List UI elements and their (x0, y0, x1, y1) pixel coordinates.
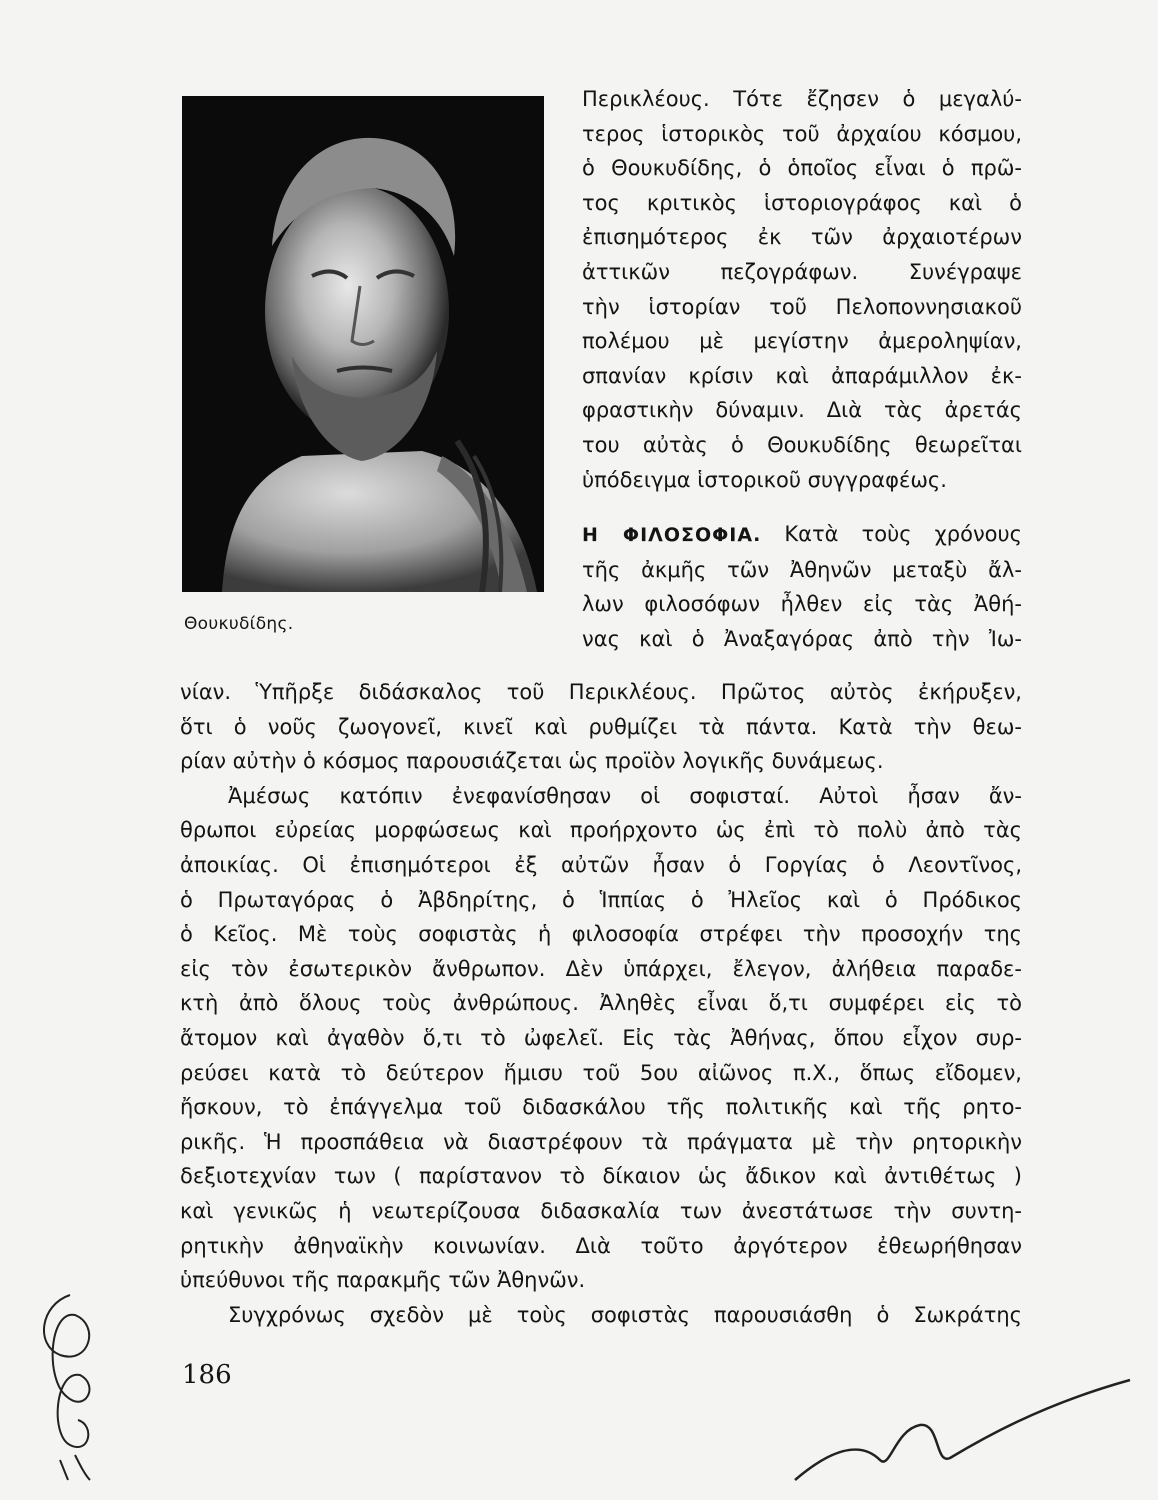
paragraph-thucydides-end (582, 463, 1022, 498)
text-line: ὅτι ὁ νοῦς ζωογονεῖ, κινεῖ καὶ ρυθμίζει τὰ πάντα. Κατὰ τὴν θεω- (180, 714, 1022, 739)
text-line: Ἀμέσως κατόπιν ἐνεφανίσθησαν οἱ σοφισταί. Αὐτοὶ ἦσαν ἄν- (228, 783, 1022, 808)
text-line: ὁ Κεῖος. Μὲ τοὺς σοφιστὰς ἡ φιλοσοφία στρέφει τὴν προσοχήν της (180, 922, 1022, 947)
pen-scribble-bottom-right (790, 1370, 1150, 1490)
text-line: νας καὶ ὁ Ἀναξαγόρας ἀπὸ τὴν Ἰω- (582, 626, 1022, 651)
text-line: ρίαν αὐτὴν ὁ κόσμος παρουσιάζεται ὡς προϊὸν λογικῆς δυνάμεως. (180, 749, 884, 774)
text-line: τὴν ἱστορίαν τοῦ Πελοποννησιακοῦ (582, 294, 1022, 319)
text-line: τῆς ἀκμῆς τῶν Ἀθηνῶν μεταξὺ ἄλ- (582, 557, 1022, 582)
text-line: πολέμου μὲ μεγίστην ἀμεροληψίαν, (582, 329, 1022, 354)
text-line: καὶ γενικῶς ἡ νεωτερίζουσα διδασκαλία των ἀνεστάτωσε τὴν συντη- (180, 1198, 1022, 1223)
text-line: ἄτομον καὶ ἀγαθὸν ὅ,τι τὸ ὠφελεῖ. Εἰς τὰς Ἀθήνας, ὅπου εἶχον συρ- (180, 1025, 1022, 1050)
section-heading: Η ΦΙΛΟΣΟΦΙΑ. (582, 524, 762, 547)
text-line: δεξιοτεχνίαν των ( παρίστανον τὸ δίκαιον ὡς ἄδικον καὶ ἀντιθέτως ) (180, 1164, 1022, 1189)
text-line: ἀττικῶν πεζογράφων. Συνέγραψε (582, 259, 1022, 284)
text-line: λων φιλοσόφων ἦλθεν εἰς τὰς Ἀθή- (582, 592, 1022, 617)
text-line: ὁ Πρωταγόρας ὁ Ἀβδηρίτης, ὁ Ἱππίας ὁ Ἠλεῖος καὶ ὁ Πρόδικος (180, 887, 1022, 912)
text-line: ἐπισημότερος ἐκ τῶν ἀρχαιοτέρων (582, 225, 1022, 250)
text-line: σπανίαν κρίσιν καὶ ἀπαράμιλλον ἐκ- (582, 363, 1022, 388)
portrait-caption: Θουκυδίδης. (184, 614, 294, 634)
text-line: Περικλέους. Τότε ἔζησεν ὁ μεγαλύ- (582, 87, 1022, 111)
text-line: θρωποι εὐρείας μορφώσεως καὶ προήρχοντο ὡς ἐπὶ τὸ πολὺ ἀπὸ τὰς (180, 818, 1022, 843)
pen-scribble-left (30, 1285, 120, 1485)
text-line: τερος ἱστορικὸς τοῦ ἀρχαίου κόσμου, (582, 121, 1022, 146)
text-line: Συγχρόνως σχεδὸν μὲ τοὺς σοφιστὰς παρουσιάσθη ὁ Σωκράτης (228, 1302, 1022, 1327)
text-line: ἤσκουν, τὸ ἐπάγγελμα τοῦ διδασκάλου τῆς πολιτικῆς καὶ τῆς ρητο- (180, 1095, 1022, 1120)
bust-illustration (182, 96, 544, 592)
text-line: ρεύσει κατὰ τὸ δεύτερον ἥμισυ τοῦ 5ου αἰῶνος π.Χ., ὅπως εἴδομεν, (180, 1060, 1022, 1085)
text-line: ὑπόδειγμα ἱστορικοῦ συγγραφέως. (582, 467, 947, 492)
paragraph-thucydides (582, 82, 1022, 463)
text-line: ὑπεύθυνοι τῆς παρακμῆς τῶν Ἀθηνῶν. (180, 1268, 586, 1293)
right-column-text (582, 82, 1022, 657)
text-line: κτὴ ἀπὸ ὅλους τοὺς ἀνθρώπους. Ἀληθὲς εἶναι ὅ,τι συμφέρει εἰς τὸ (180, 991, 1022, 1016)
text-line: ρητικὴν ἀθηναϊκὴν κοινωνίαν. Διὰ τοῦτο ἀργότερον ἐθεωρήθησαν (180, 1233, 1022, 1258)
thucydides-bust-photo (182, 96, 544, 592)
section-philosophy-start (582, 517, 1022, 656)
page-number: 186 (182, 1360, 232, 1390)
text-line: ρικῆς. Ἡ προσπάθεια νὰ διαστρέφουν τὰ πράγματα μὲ τὴν ρητορικὴν (180, 1129, 1022, 1154)
text-line: του αὐτὰς ὁ Θουκυδίδης θεωρεῖται (582, 432, 1022, 457)
full-width-text (180, 675, 1022, 1332)
text-line: τος κριτικὸς ἱστοριογράφος καὶ ὁ (582, 190, 1022, 215)
text-line: εἰς τὸν ἐσωτερικὸν ἄνθρωπον. Δὲν ὑπάρχει, ἔλεγον, ἀλήθεια παραδε- (180, 956, 1022, 981)
text-line: νίαν. Ὑπῆρξε διδάσκαλος τοῦ Περικλέους. Πρῶτος αὐτὸς ἐκήρυξεν, (180, 680, 1022, 704)
text-line: Κατὰ τοὺς χρόνους (784, 522, 1022, 547)
text-line: φραστικὴν δύναμιν. Διὰ τὰς ἀρετάς (582, 398, 1022, 423)
text-line: ἀποικίας. Οἱ ἐπισημότεροι ἐξ αὐτῶν ἦσαν ὁ Γοργίας ὁ Λεοντῖνος, (180, 852, 1022, 877)
text-line: ὁ Θουκυδίδης, ὁ ὁποῖος εἶναι ὁ πρῶ- (582, 156, 1022, 181)
